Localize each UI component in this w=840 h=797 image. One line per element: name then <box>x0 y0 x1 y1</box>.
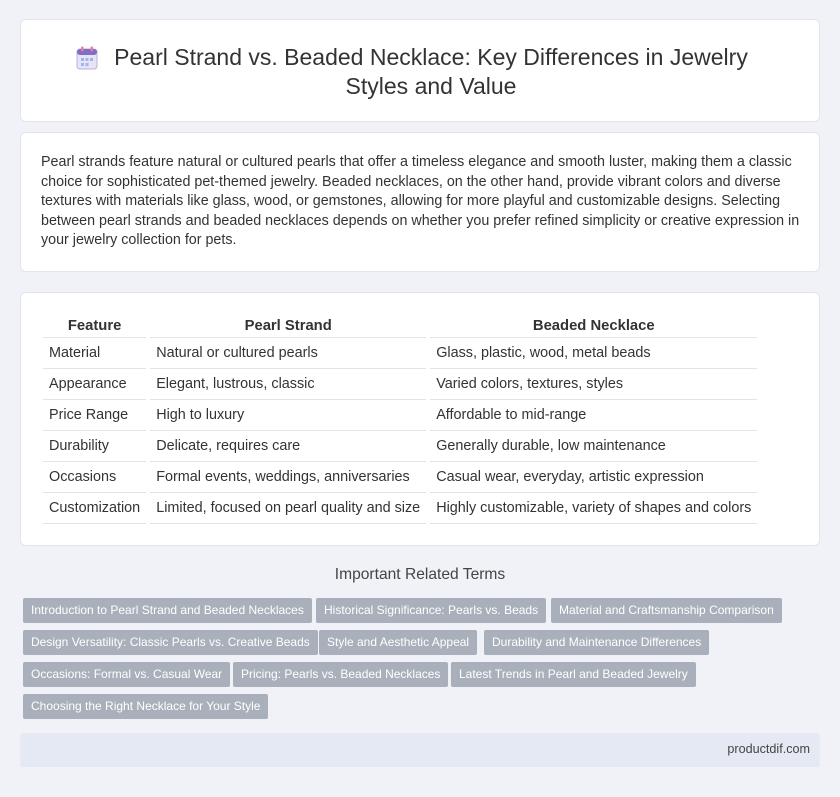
table-cell-pearl-strand: Limited, focused on pearl quality and size <box>148 492 428 523</box>
column-header-pearl-strand: Pearl Strand <box>148 315 428 337</box>
table-cell-feature: Occasions <box>43 461 148 492</box>
related-term-link[interactable]: Durability and Maintenance Differences <box>484 630 709 655</box>
table-row <box>43 368 757 399</box>
related-terms-title: Important Related Terms <box>334 566 506 583</box>
related-term-link[interactable]: Introduction to Pearl Strand and Beaded Necklaces <box>23 598 312 623</box>
table-row <box>43 337 757 368</box>
related-term-link[interactable]: Pricing: Pearls vs. Beaded Necklaces <box>233 662 448 687</box>
table-row <box>43 399 757 430</box>
table-cell-pearl-strand: Elegant, lustrous, classic <box>148 368 428 399</box>
table-cell-beaded-necklace: Generally durable, low maintenance <box>428 430 757 461</box>
table-cell-feature: Durability <box>43 430 148 461</box>
comparison-card <box>20 292 820 546</box>
table-row <box>43 492 757 523</box>
column-header-beaded-necklace: Beaded Necklace <box>428 315 757 337</box>
footer <box>20 733 820 767</box>
table-cell-pearl-strand: Formal events, weddings, anniversaries <box>148 461 428 492</box>
calendar-icon <box>76 46 98 70</box>
table-row <box>43 430 757 461</box>
table-row <box>43 461 757 492</box>
table-header-row <box>43 315 757 337</box>
table-cell-feature: Material <box>43 337 148 368</box>
table-cell-beaded-necklace: Glass, plastic, wood, metal beads <box>428 337 757 368</box>
related-term-link[interactable]: Latest Trends in Pearl and Beaded Jewelry <box>451 662 696 687</box>
table-cell-feature: Price Range <box>43 399 148 430</box>
comparison-table <box>43 315 757 524</box>
intro-paragraph: Pearl strands feature natural or cultured pearls that offer a timeless elegance and smooth luster, making them a classic choice for sophisticated pet-themed jewelry. Beaded necklaces, on the other hand, provide vibrant colors and diverse textures with materials like glass, wood, or gemstones, allowing for more playful and customizable designs. Selecting between pearl strands and beaded necklaces depends on whether you prefer refined simplicity or creative expression in your jewelry collection for pets. <box>41 154 800 249</box>
intro-card <box>20 132 820 272</box>
table-cell-beaded-necklace: Varied colors, textures, styles <box>428 368 757 399</box>
related-term-link[interactable]: Design Versatility: Classic Pearls vs. Creative Beads <box>23 630 318 655</box>
table-cell-pearl-strand: High to luxury <box>148 399 428 430</box>
footer-site-name: productdif.com <box>727 742 810 756</box>
table-cell-pearl-strand: Delicate, requires care <box>148 430 428 461</box>
table-cell-beaded-necklace: Casual wear, everyday, artistic expression <box>428 461 757 492</box>
table-cell-feature: Appearance <box>43 368 148 399</box>
title-wrap <box>21 20 821 123</box>
page-title: Pearl Strand vs. Beaded Necklace: Key Differences in Jewelry Styles and Value <box>114 43 748 99</box>
related-term-link[interactable]: Material and Craftsmanship Comparison <box>551 598 782 623</box>
related-term-link[interactable]: Occasions: Formal vs. Casual Wear <box>23 662 230 687</box>
column-header-feature: Feature <box>43 315 148 337</box>
related-term-link[interactable]: Style and Aesthetic Appeal <box>319 630 477 655</box>
related-term-link[interactable]: Choosing the Right Necklace for Your Style <box>23 694 268 719</box>
table-cell-feature: Customization <box>43 492 148 523</box>
related-term-link[interactable]: Historical Significance: Pearls vs. Beads <box>316 598 546 623</box>
header-card <box>20 19 820 122</box>
table-cell-pearl-strand: Natural or cultured pearls <box>148 337 428 368</box>
table-cell-beaded-necklace: Affordable to mid-range <box>428 399 757 430</box>
table-cell-beaded-necklace: Highly customizable, variety of shapes and colors <box>428 492 757 523</box>
